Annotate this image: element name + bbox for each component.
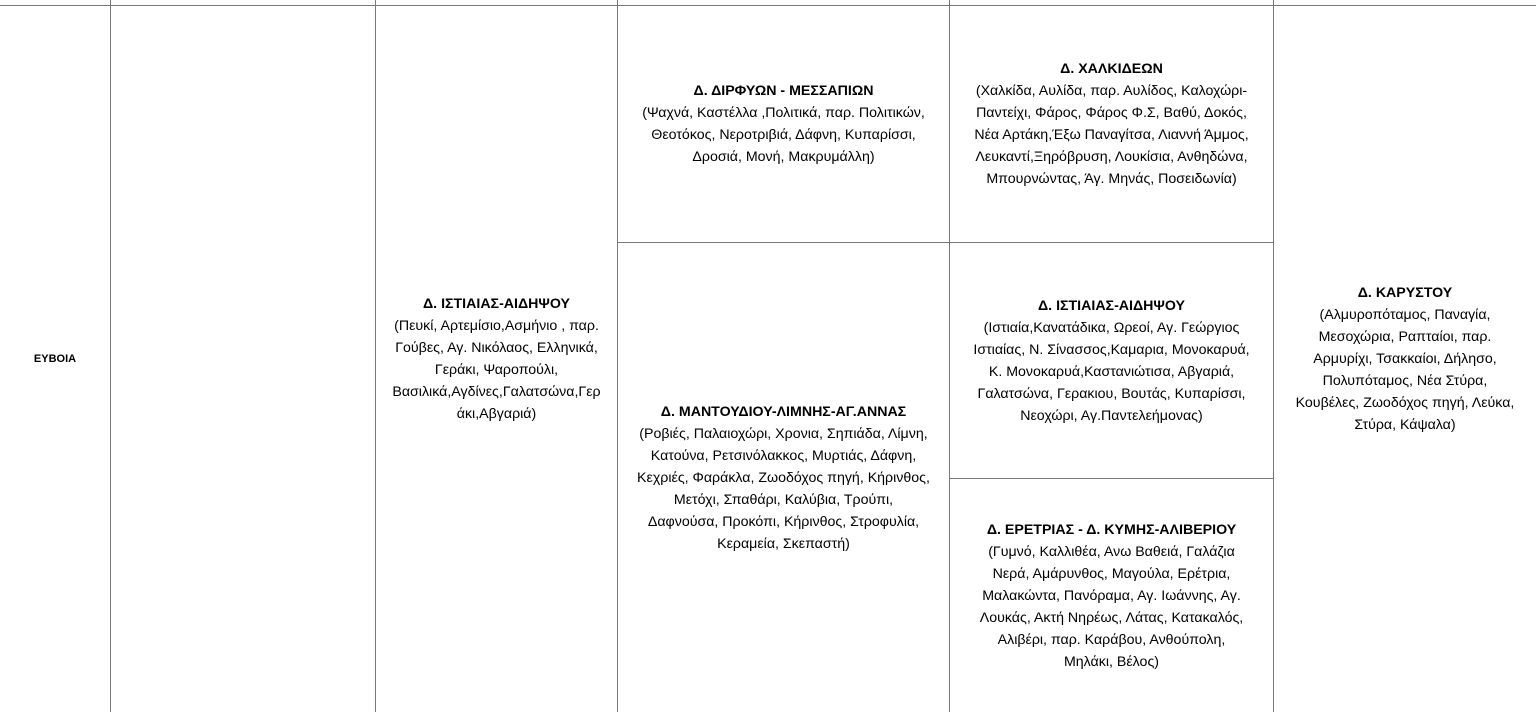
municipality-title: Δ. ΧΑΛΚΙΔΕΩΝ <box>1060 61 1163 77</box>
area-line: Νεοχώρι, Αγ.Παντελεήμονας) <box>1020 407 1203 424</box>
municipality-areas <box>974 80 1248 190</box>
area-line: Κεχριές, Φαράκλα, Ζωοδόχος πηγή, Κήρινθος, <box>637 469 930 486</box>
municipality-areas <box>642 102 925 168</box>
area-line: Κουβέλες, Ζωοδόχος πηγή, Λεύκα, <box>1295 395 1515 411</box>
area-line: (Αλμυροπόταμος, Παναγία, <box>1319 307 1491 323</box>
area-line: Κ. Μονοκαρυά,Καστανιώτισα, Αβγαριά, <box>988 363 1235 380</box>
area-line: (Ροβιές, Παλαιοχώρι, Χρονια, Σηπιάδα, Λίμνη, <box>639 425 928 442</box>
area-line: Μεσοχώρια, Ραπταίοι, παρ. <box>1318 329 1492 345</box>
municipality-title: Δ. ΙΣΤΙΑΙΑΣ-ΑΙΔΗΨΟΥ <box>1037 297 1186 314</box>
area-line: Γεράκι, Ψαροπούλι, <box>434 362 559 378</box>
municipality-cell-chalkideon <box>950 6 1273 242</box>
area-line: Κεραμεία, Σκεπαστή) <box>717 535 850 552</box>
area-line: Αλιβέρι, παρ. Καράβου, Ανθούπολη, <box>997 632 1226 648</box>
area-line: Βασιλικά,Αγδίνες,Γαλατσώνα,Γερ <box>392 384 601 400</box>
area-line: Γούβες, Αγ. Νικόλαος, Ελληνικά, <box>395 340 598 356</box>
area-line: (Χαλκίδα, Αυλίδα, παρ. Αυλίδος, Καλοχώρι- <box>975 83 1248 99</box>
area-line: άκι,Αβγαριά) <box>456 406 537 422</box>
area-line: Μετόχι, Σπαθάρι, Καλύβια, Τρούπι, <box>673 491 894 508</box>
municipality-title: Δ. ΚΑΡΥΣΤΟΥ <box>1357 285 1453 301</box>
area-line: Μπουρνώντας, Άγ. Μηνάς, Ποσειδωνία) <box>986 171 1237 187</box>
area-line: Παντείχι, Φάρος, Φάρος Φ.Σ, Βαθύ, Δοκός, <box>976 105 1247 121</box>
area-line: (Ιστιαία,Κανατάδικα, Ωρεοί, Αγ. Γεώργιος <box>983 319 1240 336</box>
empty-cell <box>111 6 375 712</box>
area-line: Στύρα, Κάψαλα) <box>1354 417 1456 433</box>
area-line: Αρμυρίχι, Τσακκαίοι, Δήλησο, <box>1313 351 1497 367</box>
municipality-areas <box>1296 304 1515 436</box>
region-cell <box>0 6 110 712</box>
municipality-areas <box>392 315 600 425</box>
area-line: Νέα Αρτάκη,Έξω Παναγίτσα, Λιαννή Άμμος, <box>974 127 1249 143</box>
area-line: Γαλατσώνα, Γερακιου, Βουτάς, Κυπαρίσσι, <box>977 385 1246 402</box>
municipality-title: Δ. ΔΙΡΦΥΩΝ - ΜΕΣΣΑΠΙΩΝ <box>693 83 874 99</box>
area-line: Λευκαντί,Ξηρόβρυση, Λουκίσια, Ανθηδώνα, <box>975 149 1248 165</box>
municipality-cell-dirfyon-messapion <box>618 6 949 242</box>
area-line: Νερά, Αμάρυνθος, Μαγούλα, Ερέτρια, <box>992 566 1231 582</box>
region-label: ΕΥΒΟΙΑ <box>33 353 77 365</box>
area-line: Δαφνούσα, Προκόπι, Κήρινθος, Στροφυλία, <box>647 513 920 530</box>
municipality-cell-eretrias-kymis-aliveriou <box>950 479 1273 712</box>
area-line: Θεοτόκος, Νεροτριβιά, Δάφνη, Κυπαρίσσι, <box>651 127 916 143</box>
municipality-title: Δ. ΜΑΝΤΟΥΔΙΟΥ-ΛΙΜΝΗΣ-ΑΓ.ΑΝΝΑΣ <box>660 403 907 420</box>
municipality-cell-karystou <box>1274 6 1536 712</box>
municipality-title: Δ. ΕΡΕΤΡΙΑΣ - Δ. ΚΥΜΗΣ-ΑΛΙΒΕΡΙΟΥ <box>986 522 1237 538</box>
area-line: Μηλάκι, Βέλος) <box>1063 654 1160 670</box>
area-line: (Πευκί, Αρτεμίσιο,Ασμήνιο , παρ. <box>394 318 599 334</box>
area-line: Ιστιαίας, Ν. Σίνασσος,Καμαρια, Μονοκαρυά, <box>973 341 1250 358</box>
area-line: Δροσιά, Μονή, Μακρυμάλλη) <box>692 149 875 165</box>
area-line: Κατούνα, Ρετσινόλακκος, Μυρτιάς, Δάφνη, <box>650 447 917 464</box>
area-line: Πολυπόταμος, Νέα Στύρα, <box>1322 373 1488 389</box>
municipality-cell-mantoudiou-limnis-ag-annas <box>618 243 949 712</box>
area-line: Λουκάς, Ακτή Νηρέως, Λάτας, Κατακαλός, <box>979 610 1244 626</box>
municipality-areas <box>980 541 1244 673</box>
municipality-areas <box>637 423 930 555</box>
area-line: (Γυμνό, Καλλιθέα, Ανω Βαθειά, Γαλάζια <box>988 544 1235 560</box>
municipality-areas <box>973 317 1249 427</box>
municipality-cell-istiaias-aidipsou-2 <box>950 243 1273 478</box>
municipality-title: Δ. ΙΣΤΙΑΙΑΣ-ΑΙΔΗΨΟΥ <box>422 296 571 312</box>
area-line: (Ψαχνά, Καστέλλα ,Πολιτικά, παρ. Πολιτικών, <box>642 105 925 121</box>
municipality-cell-istiaias-aidipsou <box>376 6 617 712</box>
area-line: Μαλακώντα, Πανόραμα, Αγ. Ιωάννης, Αγ. <box>982 588 1241 604</box>
